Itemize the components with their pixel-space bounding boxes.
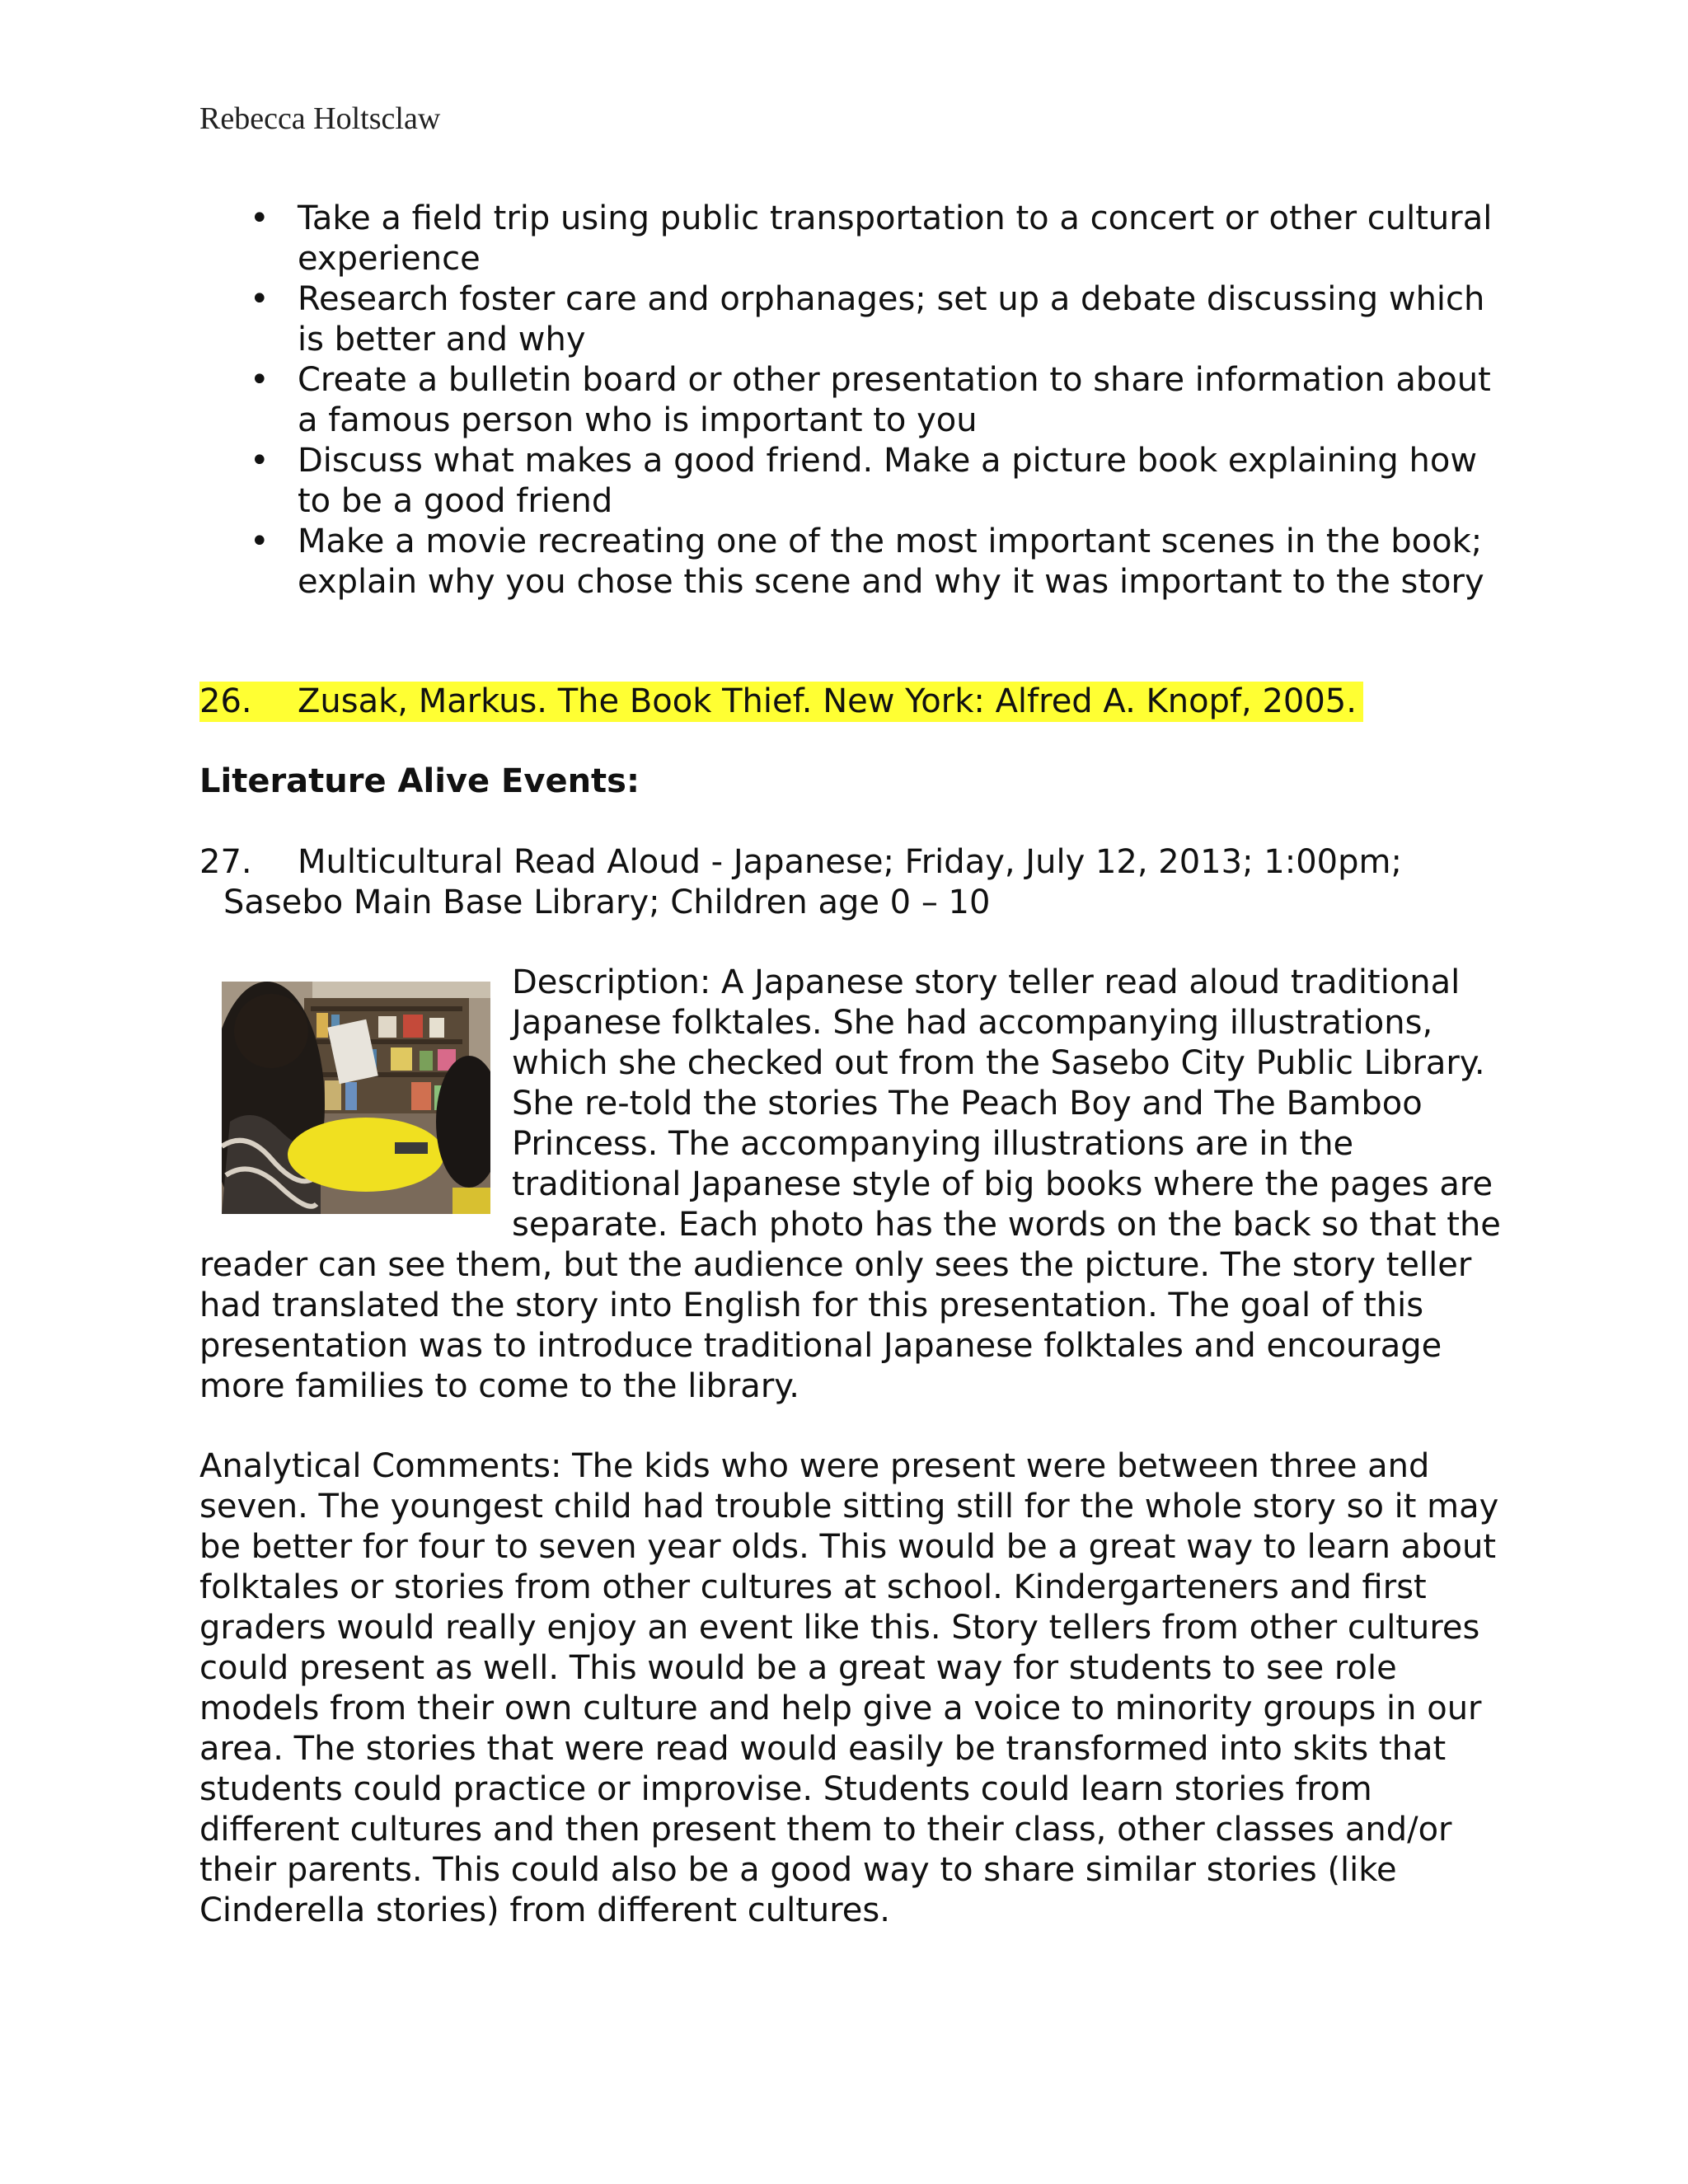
activity-text: Discuss what makes a good friend. Make a picture book explaining how to be a good friend: [298, 442, 1478, 520]
citation-number: 26.: [199, 682, 252, 720]
list-item: [199, 199, 1518, 279]
event-description: [199, 963, 1517, 1407]
page-header-author: Rebecca Holtsclaw: [199, 101, 441, 136]
description-text: Description: A Japanese story teller read aloud traditional Japanese folktales. She had accompanying illustrations, which she checked out from the Sasebo City Public Library. She re-told the stories The Peach Boy and The Bamboo Princess. The accompanying illustrations are in the traditional Japanese style of big books where the pages are separate. Each photo has the words on the back so that the reader can see them, but the audience only sees the picture. The story teller had translated the story into English for this presentation. The goal of this presentation was to introduce traditional Japanese folktales and encourage more families to come to the library.: [199, 963, 1501, 1405]
list-item: [199, 441, 1518, 522]
section-heading: Literature Alive Events:: [199, 762, 640, 800]
event-title-line-2: Sasebo Main Base Library; Children age 0 – 10: [223, 883, 991, 921]
list-item: [199, 522, 1518, 602]
photo-wrap-spacer: [199, 963, 512, 1238]
bullet-icon: •: [250, 361, 270, 399]
list-item: [199, 360, 1518, 441]
event-title-text: Multicultural Read Aloud - Japanese; Friday, July 12, 2013; 1:00pm;: [298, 843, 1402, 881]
event-number: 27.: [199, 843, 252, 881]
activity-list: [199, 199, 1518, 602]
event-title-line-1: [199, 842, 1518, 883]
bullet-icon: •: [250, 280, 270, 318]
bullet-icon: •: [250, 442, 270, 480]
bullet-icon: •: [250, 523, 270, 560]
list-item: [199, 279, 1518, 360]
activity-text: Create a bulletin board or other presentation to share information about a famous person who is important to you: [298, 361, 1491, 439]
analytical-comments: Analytical Comments: The kids who were present were between three and seven. The youngest child had trouble sitting still for the whole story so it may be better for four to seven year olds. This would be a great way to learn about folktales or stories from other cultures at school. Kindergarteners and first graders would really enjoy an event like this. Story tellers from other cultures could present as well. This would be a great way for students to see role models from their own culture and help give a voice to minority groups in our area. The stories that were read would easily be transformed into skits that students could practice or improvise. Students could learn stories from different cultures and then present them to their class, other classes and/or their parents. This could also be a good way to share similar stories (like Cinderella stories) from different cultures.: [199, 1447, 1499, 1929]
bullet-icon: •: [250, 199, 270, 237]
citation-text: Zusak, Markus. The Book Thief. New York: Alfred A. Knopf, 2005.: [298, 682, 1357, 720]
activity-text: Research foster care and orphanages; set up a debate discussing which is better and why: [298, 280, 1485, 359]
activity-text: Take a field trip using public transportation to a concert or other cultural experience: [298, 199, 1493, 278]
activity-text: Make a movie recreating one of the most important scenes in the book; explain why you chose this scene and why it was important to the story: [298, 523, 1484, 601]
event-title: [199, 842, 1518, 923]
highlighted-citation: [199, 682, 1363, 722]
